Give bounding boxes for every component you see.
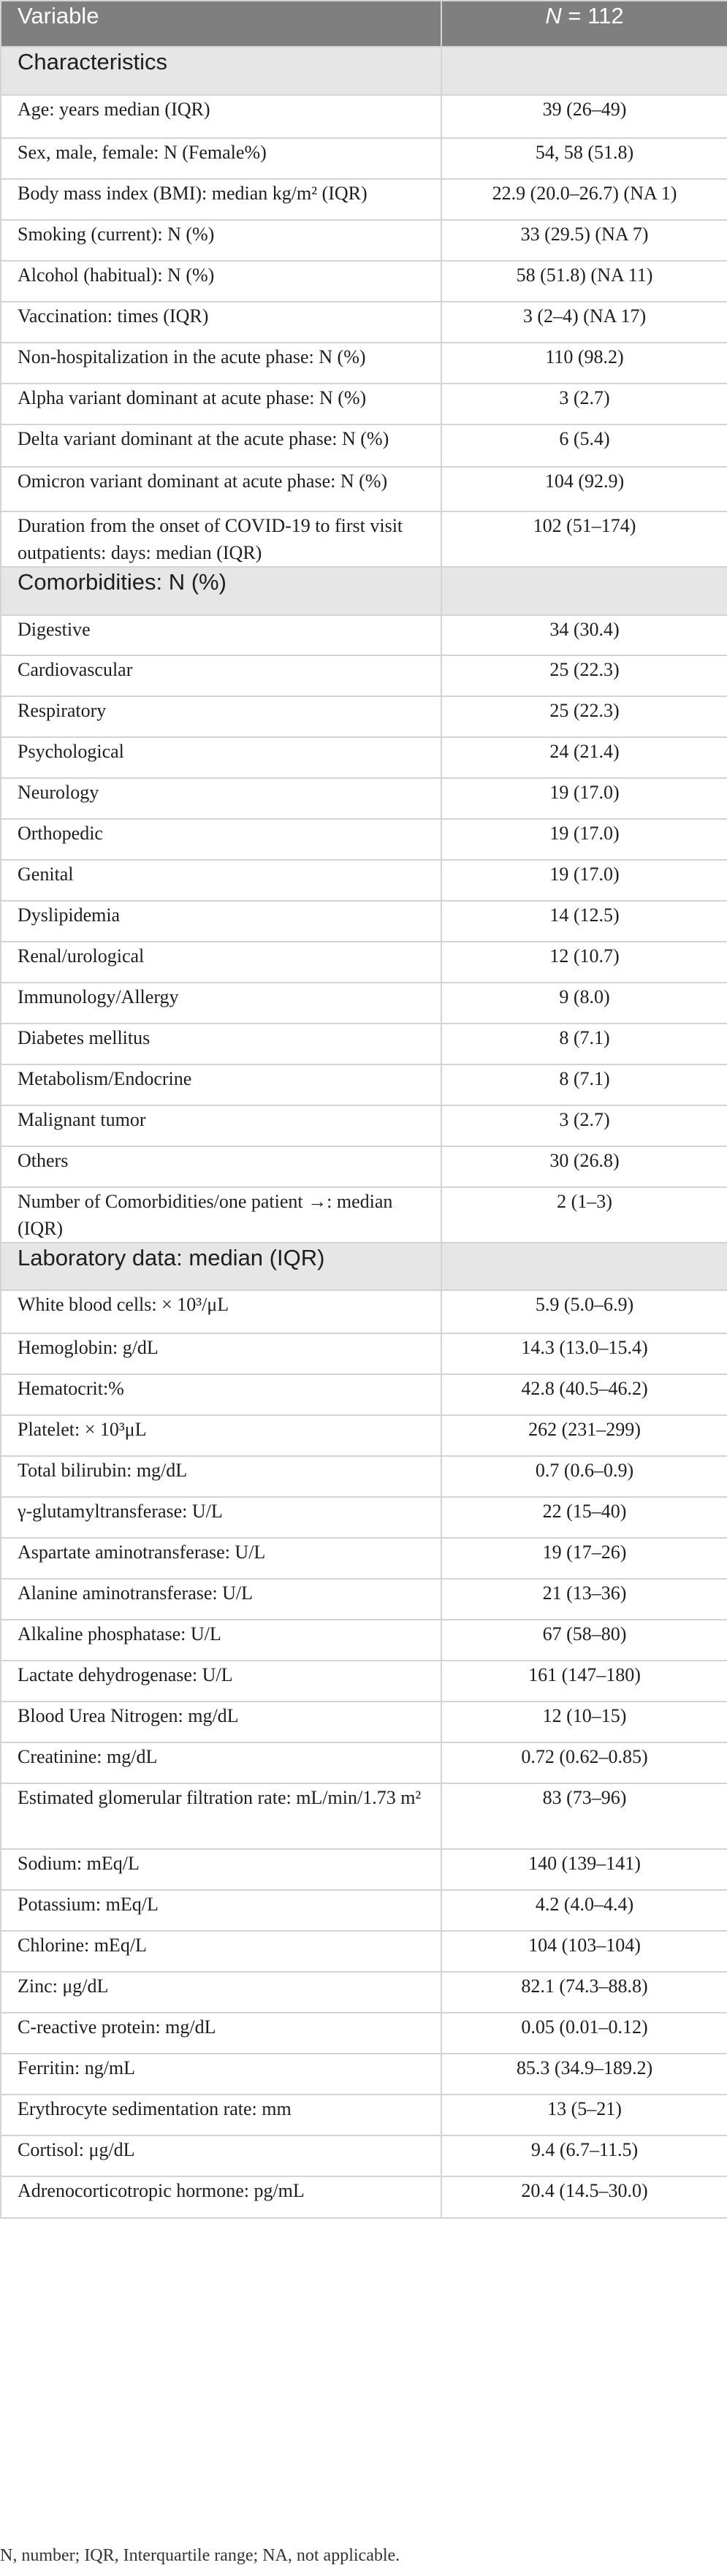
table-row bbox=[1, 1931, 727, 1972]
table-row bbox=[1, 179, 727, 220]
row-value: 12 (10.7) bbox=[441, 942, 727, 983]
row-label: Creatinine: mg/dL bbox=[1, 1742, 441, 1783]
table-row bbox=[1, 1497, 727, 1538]
row-label: Platelet: × 10³μL bbox=[1, 1415, 441, 1456]
row-label: Lactate dehydrogenase: U/L bbox=[1, 1661, 441, 1702]
row-label: Total bilirubin: mg/dL bbox=[1, 1456, 441, 1497]
row-label: Neurology bbox=[1, 778, 441, 819]
row-label: Sex, male, female: N (Female%) bbox=[1, 138, 441, 179]
section-header-row bbox=[1, 567, 727, 615]
table-row bbox=[1, 302, 727, 343]
section-title-blank bbox=[441, 567, 727, 615]
row-value: 4.2 (4.0–4.4) bbox=[441, 1890, 727, 1931]
table-row bbox=[1, 1661, 727, 1702]
row-label: White blood cells: × 10³/μL bbox=[1, 1290, 441, 1333]
table-row bbox=[1, 901, 727, 942]
row-value: 8 (7.1) bbox=[441, 1064, 727, 1105]
row-value: 262 (231–299) bbox=[441, 1415, 727, 1456]
row-value: 83 (73–96) bbox=[441, 1783, 727, 1849]
row-value: 19 (17.0) bbox=[441, 860, 727, 901]
row-label: Genital bbox=[1, 860, 441, 901]
table-row bbox=[1, 261, 727, 302]
table-row bbox=[1, 384, 727, 424]
row-label: Vaccination: times (IQR) bbox=[1, 302, 441, 343]
table-row bbox=[1, 1849, 727, 1890]
row-value: 30 (26.8) bbox=[441, 1146, 727, 1187]
section-title-blank bbox=[441, 47, 727, 95]
table-row bbox=[1, 1579, 727, 1620]
row-value: 0.72 (0.62–0.85) bbox=[441, 1742, 727, 1783]
row-label: Zinc: μg/dL bbox=[1, 1972, 441, 2013]
table-row bbox=[1, 2054, 727, 2095]
row-label: Ferritin: ng/mL bbox=[1, 2054, 441, 2095]
row-value: 6 (5.4) bbox=[441, 424, 727, 467]
section-header-row bbox=[1, 47, 727, 95]
section-title-blank bbox=[441, 1243, 727, 1290]
row-label: Metabolism/Endocrine bbox=[1, 1064, 441, 1105]
table-row bbox=[1, 138, 727, 179]
table-row bbox=[1, 1333, 727, 1374]
row-value: 39 (26–49) bbox=[441, 95, 727, 138]
table-row bbox=[1, 737, 727, 778]
row-value: 0.7 (0.6–0.9) bbox=[441, 1456, 727, 1497]
row-label: Psychological bbox=[1, 737, 441, 778]
table-row bbox=[1, 655, 727, 696]
row-label: Immunology/Allergy bbox=[1, 983, 441, 1024]
table-row bbox=[1, 2095, 727, 2135]
row-label: Adrenocorticotropic hormone: pg/mL bbox=[1, 2176, 441, 2218]
row-label: Alanine aminotransferase: U/L bbox=[1, 1579, 441, 1620]
row-value: 9 (8.0) bbox=[441, 983, 727, 1024]
row-value: 102 (51–174) bbox=[441, 511, 727, 567]
row-value: 3 (2–4) (NA 17) bbox=[441, 302, 727, 343]
row-label: Malignant tumor bbox=[1, 1105, 441, 1146]
table-row bbox=[1, 1456, 727, 1497]
row-value: 85.3 (34.9–189.2) bbox=[441, 2054, 727, 2095]
row-label: Hematocrit:% bbox=[1, 1374, 441, 1415]
row-label: Alcohol (habitual): N (%) bbox=[1, 261, 441, 302]
row-label: Smoking (current): N (%) bbox=[1, 220, 441, 261]
row-value: 5.9 (5.0–6.9) bbox=[441, 1290, 727, 1333]
row-value: 104 (92.9) bbox=[441, 467, 727, 511]
row-label: Aspartate aminotransferase: U/L bbox=[1, 1538, 441, 1579]
row-value: 33 (29.5) (NA 7) bbox=[441, 220, 727, 261]
row-value: 24 (21.4) bbox=[441, 737, 727, 778]
row-value: 2 (1–3) bbox=[441, 1187, 727, 1243]
row-value: 19 (17–26) bbox=[441, 1538, 727, 1579]
row-value: 21 (13–36) bbox=[441, 1579, 727, 1620]
row-value: 3 (2.7) bbox=[441, 1105, 727, 1146]
row-label: Diabetes mellitus bbox=[1, 1024, 441, 1064]
table-row bbox=[1, 2013, 727, 2054]
table-row bbox=[1, 1415, 727, 1456]
row-value: 104 (103–104) bbox=[441, 1931, 727, 1972]
table-row bbox=[1, 1187, 727, 1243]
table-row bbox=[1, 1290, 727, 1333]
table-row bbox=[1, 942, 727, 983]
row-value: 82.1 (74.3–88.8) bbox=[441, 1972, 727, 2013]
row-label: Cardiovascular bbox=[1, 655, 441, 696]
table-header-row bbox=[1, 1, 727, 47]
row-value: 110 (98.2) bbox=[441, 343, 727, 384]
row-value: 54, 58 (51.8) bbox=[441, 138, 727, 179]
row-label: Estimated glomerular filtration rate: mL/min/1.73 m² bbox=[1, 1783, 441, 1849]
header-variable: Variable bbox=[1, 1, 441, 47]
table-row bbox=[1, 424, 727, 467]
row-value: 58 (51.8) (NA 11) bbox=[441, 261, 727, 302]
table-row bbox=[1, 1742, 727, 1783]
row-value: 14.3 (13.0–15.4) bbox=[441, 1333, 727, 1374]
table-row bbox=[1, 511, 727, 567]
header-n-label: N bbox=[545, 3, 562, 28]
table-row bbox=[1, 1890, 727, 1931]
table-row bbox=[1, 615, 727, 655]
row-label: Others bbox=[1, 1146, 441, 1187]
table-row bbox=[1, 1064, 727, 1105]
row-label: Blood Urea Nitrogen: mg/dL bbox=[1, 1702, 441, 1742]
row-value: 42.8 (40.5–46.2) bbox=[441, 1374, 727, 1415]
row-value: 13 (5–21) bbox=[441, 2095, 727, 2135]
table-row bbox=[1, 1702, 727, 1742]
row-label: Orthopedic bbox=[1, 819, 441, 860]
table-row bbox=[1, 983, 727, 1024]
row-value: 12 (10–15) bbox=[441, 1702, 727, 1742]
row-value: 161 (147–180) bbox=[441, 1661, 727, 1702]
row-label: Number of Comorbidities/one patient →: median (IQR) bbox=[1, 1187, 441, 1243]
table-row bbox=[1, 1105, 727, 1146]
table-row bbox=[1, 2176, 727, 2218]
section-header-row bbox=[1, 1243, 727, 1290]
row-value: 19 (17.0) bbox=[441, 778, 727, 819]
row-label: Body mass index (BMI): median kg/m² (IQR) bbox=[1, 179, 441, 220]
row-label: γ-glutamyltransferase: U/L bbox=[1, 1497, 441, 1538]
row-value: 22 (15–40) bbox=[441, 1497, 727, 1538]
row-label: Alpha variant dominant at acute phase: N (%) bbox=[1, 384, 441, 424]
table-footnote: N, number; IQR, Interquartile range; NA, not applicable. bbox=[0, 2546, 400, 2565]
table-row bbox=[1, 860, 727, 901]
row-label: Non-hospitalization in the acute phase: N (%) bbox=[1, 343, 441, 384]
table-row bbox=[1, 1620, 727, 1661]
row-label: Digestive bbox=[1, 615, 441, 655]
table-row bbox=[1, 2135, 727, 2176]
row-label: Cortisol: μg/dL bbox=[1, 2135, 441, 2176]
row-label: Sodium: mEq/L bbox=[1, 1849, 441, 1890]
row-value: 0.05 (0.01–0.12) bbox=[441, 2013, 727, 2054]
row-value: 67 (58–80) bbox=[441, 1620, 727, 1661]
section-title: Characteristics bbox=[1, 47, 441, 95]
row-value: 9.4 (6.7–11.5) bbox=[441, 2135, 727, 2176]
row-label: Chlorine: mEq/L bbox=[1, 1931, 441, 1972]
table-row bbox=[1, 343, 727, 384]
table-row bbox=[1, 1024, 727, 1064]
row-value: 34 (30.4) bbox=[441, 615, 727, 655]
row-label: C-reactive protein: mg/dL bbox=[1, 2013, 441, 2054]
section-title: Laboratory data: median (IQR) bbox=[1, 1243, 441, 1290]
table-row bbox=[1, 220, 727, 261]
row-value: 25 (22.3) bbox=[441, 655, 727, 696]
row-value: 14 (12.5) bbox=[441, 901, 727, 942]
row-label: Omicron variant dominant at acute phase: N (%) bbox=[1, 467, 441, 511]
table-row bbox=[1, 95, 727, 138]
row-label: Duration from the onset of COVID-19 to first visit outpatients: days: median (IQR) bbox=[1, 511, 441, 567]
table-row bbox=[1, 1783, 727, 1849]
row-label: Delta variant dominant at the acute phase: N (%) bbox=[1, 424, 441, 467]
row-value: 22.9 (20.0–26.7) (NA 1) bbox=[441, 179, 727, 220]
row-value: 8 (7.1) bbox=[441, 1024, 727, 1064]
row-label: Erythrocyte sedimentation rate: mm bbox=[1, 2095, 441, 2135]
row-value: 25 (22.3) bbox=[441, 696, 727, 737]
row-label: Renal/urological bbox=[1, 942, 441, 983]
row-value: 140 (139–141) bbox=[441, 1849, 727, 1890]
row-value: 19 (17.0) bbox=[441, 819, 727, 860]
table-body bbox=[1, 1, 727, 2218]
row-label: Age: years median (IQR) bbox=[1, 95, 441, 138]
table-row bbox=[1, 467, 727, 511]
row-label: Alkaline phosphatase: U/L bbox=[1, 1620, 441, 1661]
header-n-value: = 112 bbox=[561, 3, 624, 28]
section-title: Comorbidities: N (%) bbox=[1, 567, 441, 615]
row-label: Hemoglobin: g/dL bbox=[1, 1333, 441, 1374]
row-value: 3 (2.7) bbox=[441, 384, 727, 424]
header-n bbox=[441, 1, 727, 47]
table-row bbox=[1, 778, 727, 819]
table-row bbox=[1, 819, 727, 860]
row-label: Potassium: mEq/L bbox=[1, 1890, 441, 1931]
table-row bbox=[1, 696, 727, 737]
row-label: Dyslipidemia bbox=[1, 901, 441, 942]
table-row bbox=[1, 1972, 727, 2013]
table-row bbox=[1, 1146, 727, 1187]
table-row bbox=[1, 1538, 727, 1579]
table-row bbox=[1, 1374, 727, 1415]
row-value: 20.4 (14.5–30.0) bbox=[441, 2176, 727, 2218]
row-label: Respiratory bbox=[1, 696, 441, 737]
